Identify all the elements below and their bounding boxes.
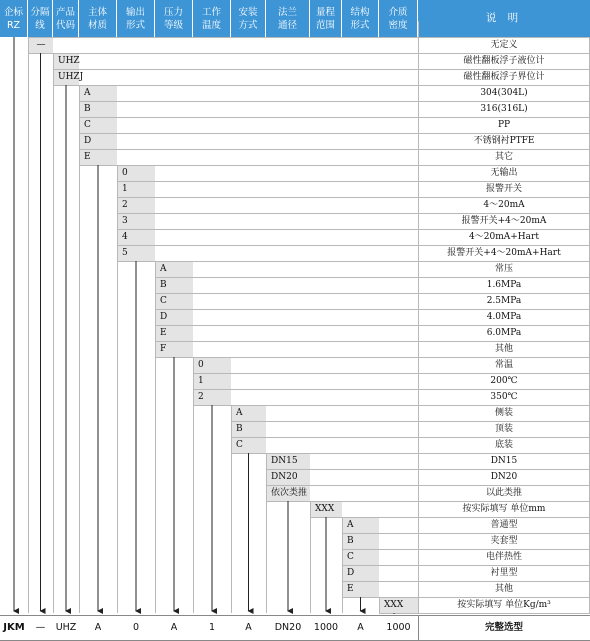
header-desc: 说 明	[418, 0, 590, 37]
description-cell: 其他	[494, 344, 513, 354]
description-cell: 夹套型	[490, 536, 518, 546]
header-pressure: 压力 等级	[155, 0, 193, 37]
description-cell: 304(304L)	[480, 88, 528, 98]
code-cell: UHZJ	[54, 70, 79, 85]
header-install: 安装 方式	[231, 0, 266, 37]
code-cell: 0	[194, 358, 231, 373]
example-value: 0	[132, 622, 140, 633]
description-cell: 顶装	[494, 424, 513, 434]
description-cell: 常温	[494, 360, 513, 370]
description-cell: 6.0MPa	[486, 328, 522, 338]
code-cell: C	[343, 550, 379, 565]
description-cell: 其他	[494, 584, 513, 594]
description-cell: 衬里型	[490, 568, 518, 578]
description-cell: 报警开关	[485, 184, 522, 194]
code-cell: C	[156, 294, 193, 309]
code-cell: A	[156, 262, 193, 277]
example-value: UHZ	[55, 622, 77, 633]
code-cell: C	[232, 438, 266, 453]
example-value: 1	[208, 622, 216, 633]
description-cell: 4～20mA	[483, 200, 525, 210]
description-cell: 无输出	[490, 168, 518, 178]
description-cell: 报警开关+4～20mA+Hart	[447, 248, 561, 258]
code-cell: 2	[118, 198, 155, 213]
header-structure: 结构 形式	[342, 0, 379, 37]
description-cell: 普通型	[490, 520, 518, 530]
description-cell: 其它	[494, 152, 513, 162]
header-material: 主体 材质	[79, 0, 117, 37]
code-cell: B	[343, 534, 379, 549]
code-cell: 3	[118, 214, 155, 229]
code-cell: DN15	[267, 454, 310, 469]
description-cell: 按实际填写 单位mm	[462, 504, 546, 514]
header-range: 量程 范围	[310, 0, 342, 37]
description-cell: 侧装	[494, 408, 513, 418]
code-cell: E	[156, 326, 193, 341]
code-cell: 1	[118, 182, 155, 197]
example-value: 1000	[313, 622, 339, 633]
example-value: —	[35, 622, 46, 633]
code-cell: E	[80, 150, 117, 165]
example-description: 完整选型	[484, 622, 523, 633]
example-value: A	[245, 622, 252, 633]
example-value: A	[170, 622, 178, 633]
description-cell: 350℃	[490, 392, 518, 402]
header-rz: 企标 RZ	[0, 0, 28, 37]
description-cell: 无定义	[490, 40, 518, 50]
header-product: 产品 代码	[53, 0, 79, 37]
example-value: 1000	[386, 622, 411, 633]
description-cell: 以此类推	[485, 488, 522, 498]
description-cell: 磁性翻板浮子界位计	[463, 72, 545, 82]
code-cell: XXX	[380, 598, 418, 613]
code-cell: 1	[194, 374, 231, 389]
code-cell: D	[156, 310, 193, 325]
code-cell: A	[80, 86, 117, 101]
example-row	[0, 615, 590, 641]
code-cell: —	[29, 38, 53, 53]
code-cell: B	[156, 278, 193, 293]
description-cell: 按实际填写 单位Kg/m³	[457, 600, 551, 610]
code-cell: 4	[118, 230, 155, 245]
code-cell: 2	[194, 390, 231, 405]
code-cell: E	[343, 582, 379, 597]
description-cell: 1.6MPa	[486, 280, 522, 290]
code-cell: C	[80, 118, 117, 133]
description-cell: 4～20mA+Hart	[469, 232, 539, 242]
description-cell: 常压	[494, 264, 513, 274]
code-cell: F	[156, 342, 193, 357]
header-flange: 法兰 通径	[266, 0, 310, 37]
code-cell: B	[232, 422, 266, 437]
code-cell: A	[232, 406, 266, 421]
header-density: 介质 密度	[379, 0, 418, 37]
description-cell: 电伴热性	[485, 552, 522, 562]
code-cell: DN20	[267, 470, 310, 485]
code-cell: XXX	[311, 502, 342, 517]
description-cell: 316(316L)	[480, 104, 528, 114]
description-cell: DN20	[490, 472, 518, 482]
example-value: JKM	[3, 622, 25, 633]
header-output: 输出 形式	[117, 0, 155, 37]
description-cell: 200℃	[490, 376, 518, 386]
code-cell: B	[80, 102, 117, 117]
description-cell: 磁性翻板浮子液位计	[463, 56, 545, 66]
code-cell: D	[80, 134, 117, 149]
code-cell: 依次类推	[267, 486, 310, 501]
description-cell: DN15	[490, 456, 518, 466]
description-cell: 报警开关+4～20mA	[461, 216, 547, 226]
header-temp: 工作 温度	[193, 0, 231, 37]
description-cell: 不锈钢衬PTFE	[473, 136, 535, 146]
description-cell: 4.0MPa	[486, 312, 522, 322]
description-cell: 底装	[494, 440, 513, 450]
example-value: A	[357, 622, 364, 633]
code-cell: 5	[118, 246, 155, 261]
example-value: DN20	[274, 622, 302, 633]
example-value: A	[94, 622, 102, 633]
code-cell: 0	[118, 166, 155, 181]
code-cell: D	[343, 566, 379, 581]
header-sep: 分隔 线	[28, 0, 53, 37]
code-cell: UHZ	[54, 54, 79, 69]
code-cell: A	[343, 518, 379, 533]
description-cell: 2.5MPa	[486, 296, 522, 306]
description-cell: PP	[497, 120, 511, 130]
